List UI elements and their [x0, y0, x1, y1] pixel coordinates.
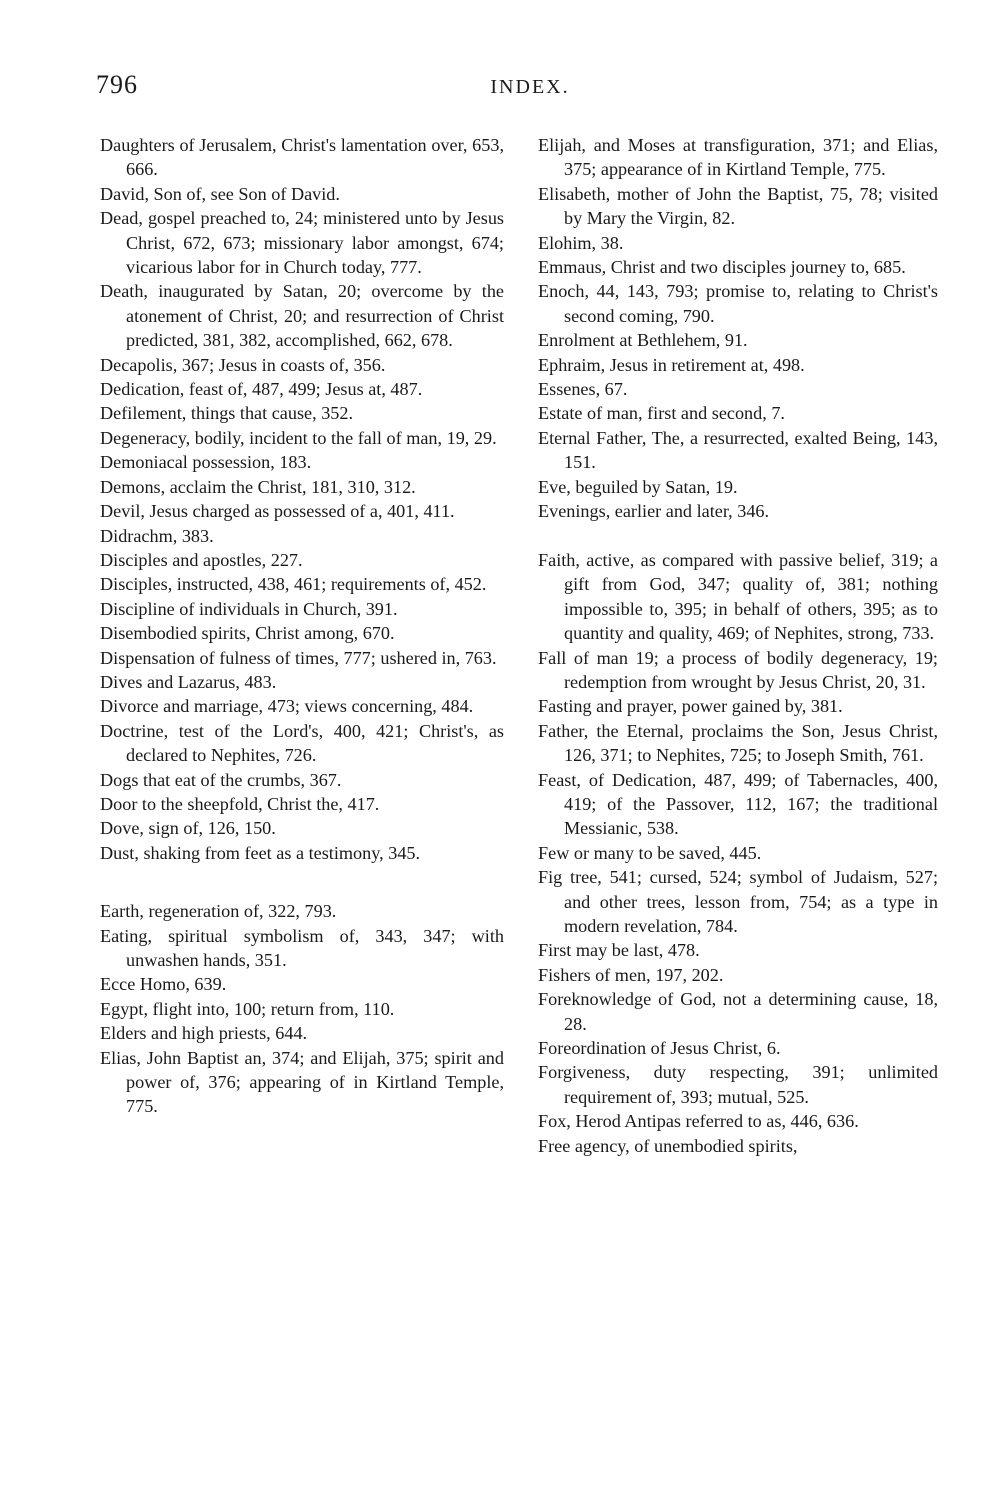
- index-entry: Demons, acclaim the Christ, 181, 310, 312.: [100, 476, 416, 497]
- index-entry: Eternal Father, The, a resurrected, exalted Being, 143, 151.: [538, 427, 938, 473]
- index-entry: Enrolment at Bethlehem, 91.: [538, 330, 748, 351]
- index-entry: Death, inaugurated by Satan, 20; overcome by the atonement of Christ, 20; and resurrection of Christ predicted, 381, 382, accomplished, 662, 678.: [100, 281, 504, 351]
- index-entry: Dust, shaking from feet as a testimony, 345.: [100, 842, 421, 863]
- index-entry: David, Son of, see Son of David.: [100, 183, 340, 204]
- page-number: 796: [96, 70, 138, 99]
- index-entry: Doctrine, test of the Lord's, 400, 421; Christ's, as declared to Nephites, 726.: [100, 720, 504, 766]
- index-entry: Degeneracy, bodily, incident to the fall of man, 19, 29.: [100, 427, 497, 448]
- index-entry: Enoch, 44, 143, 793; promise to, relating to Christ's second coming, 790.: [538, 281, 938, 326]
- index-entry: Dead, gospel preached to, 24; ministered unto by Jesus Christ, 672, 673; missionary labor amongst, 674; vicarious labor for in Church today, 777.: [100, 208, 504, 278]
- index-entry: Eating, spiritual symbolism of, 343, 347; with unwashen hands, 351.: [100, 925, 504, 970]
- index-entry: Free agency, of unembodied spirits,: [538, 1135, 798, 1156]
- index-entry: Feast, of Dedication, 487, 499; of Tabernacles, 400, 419; of the Passover, 112, 167; the traditional Messianic, 538.: [538, 769, 938, 839]
- index-entry: Elijah, and Moses at transfiguration, 371; and Elias, 375; appearance of in Kirtland Temple, 775.: [538, 135, 938, 180]
- index-entry: Daughters of Jerusalem, Christ's lamentation over, 653, 666.: [100, 135, 504, 180]
- index-entry: Emmaus, Christ and two disciples journey to, 685.: [538, 257, 906, 278]
- index-entry: Eve, beguiled by Satan, 19.: [538, 476, 738, 497]
- index-entry: Foreknowledge of God, not a determining cause, 18, 28.: [538, 989, 938, 1034]
- index-entry: Defilement, things that cause, 352.: [100, 403, 354, 424]
- index-entry: Disciples, instructed, 438, 461; requirements of, 452.: [100, 574, 487, 595]
- index-entry: Fishers of men, 197, 202.: [538, 964, 724, 985]
- index-entry: Decapolis, 367; Jesus in coasts of, 356.: [100, 354, 386, 375]
- index-entry: Dives and Lazarus, 483.: [100, 671, 277, 692]
- index-entry: Essenes, 67.: [538, 379, 628, 400]
- index-entry: Ecce Homo, 639.: [100, 974, 227, 995]
- index-entry: Ephraim, Jesus in retirement at, 498.: [538, 354, 805, 375]
- index-entry: Fox, Herod Antipas referred to as, 446, 636.: [538, 1111, 859, 1132]
- index-entry: Door to the sheepfold, Christ the, 417.: [100, 793, 380, 814]
- index-entry: First may be last, 478.: [538, 940, 700, 961]
- index-column-left: [100, 133, 504, 1119]
- index-entry: Faith, active, as compared with passive belief, 319; a gift from God, 347; quality of, 381; nothing impossible to, 395; in behalf of others, 395; as to quantity and quality, 469; of Nephites, strong, 733.: [538, 549, 938, 644]
- index-entry: Didrachm, 383.: [100, 525, 214, 546]
- index-entry: Dedication, feast of, 487, 499; Jesus at, 487.: [100, 379, 423, 400]
- index-entry: Few or many to be saved, 445.: [538, 842, 762, 863]
- index-entry: Divorce and marriage, 473; views concerning, 484.: [100, 696, 474, 717]
- index-entry: Dispensation of fulness of times, 777; ushered in, 763.: [100, 647, 497, 668]
- index-entry: Earth, regeneration of, 322, 793.: [100, 901, 337, 922]
- index-entry: Evenings, earlier and later, 346.: [538, 501, 770, 522]
- index-entry: Elias, John Baptist an, 374; and Elijah, 375; spirit and power of, 376; appearing of in Kirtland Temple, 775.: [100, 1047, 504, 1117]
- letter-section-gap: [100, 865, 504, 899]
- index-entry: Foreordination of Jesus Christ, 6.: [538, 1038, 781, 1059]
- index-entry: Disembodied spirits, Christ among, 670.: [100, 623, 395, 644]
- index-entry: Elisabeth, mother of John the Baptist, 75, 78; visited by Mary the Virgin, 82.: [538, 183, 938, 229]
- index-entry: Fig tree, 541; cursed, 524; symbol of Judaism, 527; and other trees, lesson from, 754; as a type in modern revelation, 784.: [538, 867, 938, 936]
- index-entry: Estate of man, first and second, 7.: [538, 403, 785, 424]
- index-entry: Elders and high priests, 644.: [100, 1023, 308, 1044]
- index-entry: Disciples and apostles, 227.: [100, 549, 303, 570]
- index-entry: Father, the Eternal, proclaims the Son, Jesus Christ, 126, 371; to Nephites, 725; to Joseph Smith, 761.: [538, 720, 938, 766]
- index-entry: Fasting and prayer, power gained by, 381.: [538, 696, 843, 717]
- index-entry: Elohim, 38.: [538, 232, 624, 253]
- letter-section-gap: [538, 524, 938, 548]
- index-entry: Egypt, flight into, 100; return from, 110.: [100, 998, 395, 1019]
- index-entry: Dogs that eat of the crumbs, 367.: [100, 769, 342, 790]
- index-entry: Dove, sign of, 126, 150.: [100, 818, 276, 839]
- running-head: INDEX.: [490, 76, 570, 98]
- index-entry: Demoniacal possession, 183.: [100, 452, 312, 473]
- index-column-right: [538, 133, 938, 1158]
- index-entry: Devil, Jesus charged as possessed of a, 401, 411.: [100, 501, 455, 522]
- index-entry: Discipline of individuals in Church, 391.: [100, 598, 398, 619]
- index-entry: Forgiveness, duty respecting, 391; unlimited requirement of, 393; mutual, 525.: [538, 1062, 938, 1107]
- index-entry: Fall of man 19; a process of bodily degeneracy, 19; redemption from wrought by Jesus Christ, 20, 31.: [538, 647, 938, 692]
